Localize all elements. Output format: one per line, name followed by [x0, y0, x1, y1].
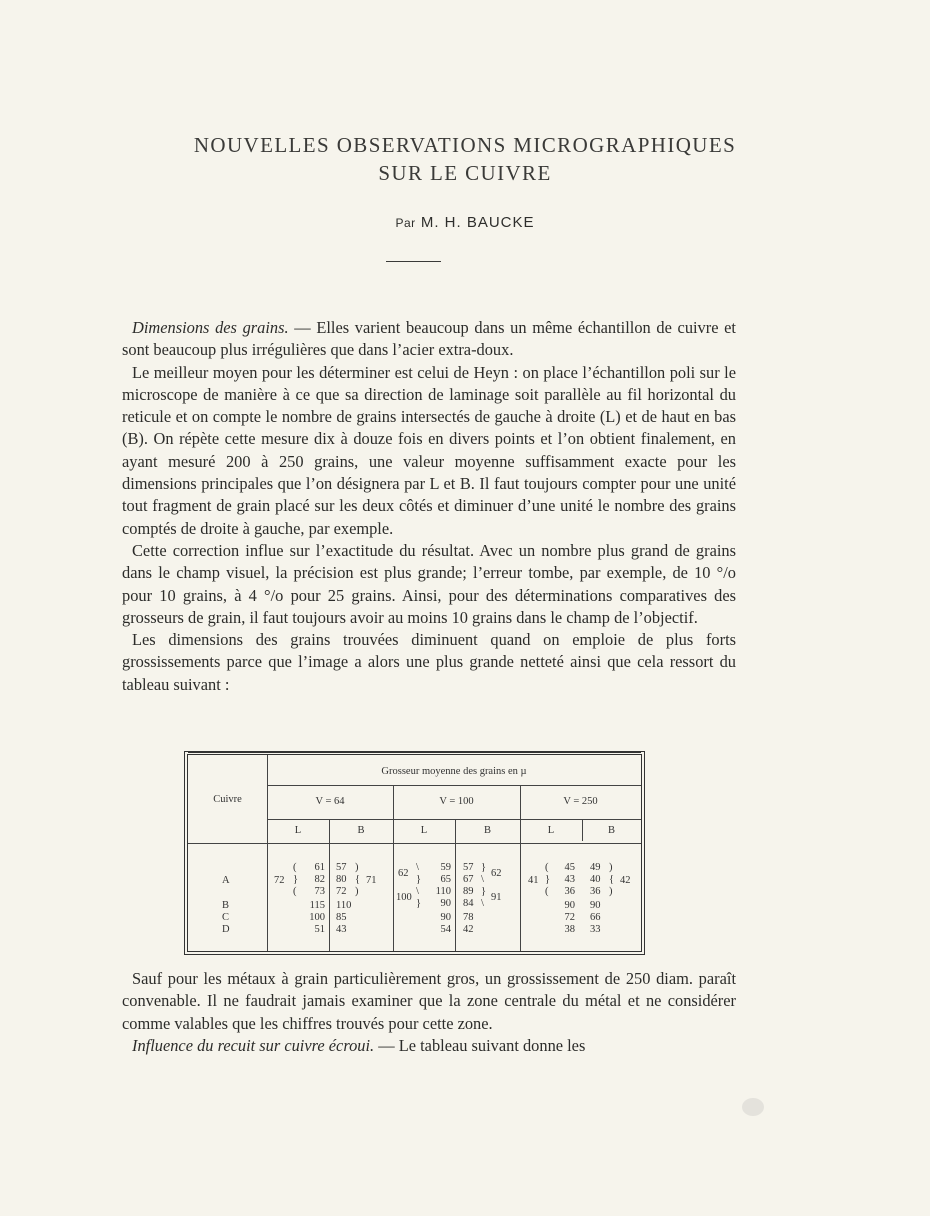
v250-a-b-average: 42: [620, 875, 631, 886]
v64-a-l-3: 73: [314, 886, 325, 897]
table-group-v64: V = 64: [315, 796, 345, 807]
paragraph-4: Les dimensions des grains trouvées diminuent quand on emploie de plus forts grossissements parce que l’image a alors une plus grande netteté ainsi que cela ressort du tableau suivant :: [122, 630, 736, 694]
v64-c-b: 85: [336, 912, 347, 923]
table-col-v250-b: B: [607, 825, 615, 836]
v250-a-l-3: 36: [564, 886, 575, 897]
v64-a-b-brace: ) { ): [355, 862, 361, 897]
table-col-v100-l: L: [420, 825, 428, 836]
v100-b-b-average: 91: [491, 892, 502, 903]
v250-b-l: 90: [564, 900, 575, 911]
v100-a-l-2: 65: [440, 874, 451, 885]
table-row-b: B: [222, 900, 230, 911]
paragraph-6: [122, 1035, 736, 1057]
v250-c-l: 72: [564, 912, 575, 923]
paragraph-2: Le meilleur moyen pour les déterminer est celui de Heyn : on place l’échantillon poli sur le microscope de manière à ce que sa direction de laminage soit parallèle au fil horizontal du reticule et on compte le nombre de grains intersectés de gauche à droite (L) et de haut en bas (B). On répète cette mesure dix à douze fois en divers points et l’on obtient finalement, en ayant mesuré 200 à 250 grains, une valeur moyenne suffisamment exacte pour les dimensions principales que l’on désignera par L et B. Il faut toujours compter pour une unité tout fragment de grain placé sur les deux côtés et diminuer d’une unité le nombre des grains comptés de droite à gauche, par exemple.: [122, 362, 736, 538]
title-line-1: NOUVELLES OBSERVATIONS MICROGRAPHIQUES: [193, 133, 737, 157]
table-col-v64-b: B: [357, 825, 365, 836]
grain-size-table: [184, 751, 645, 955]
v100-c-l: 90: [440, 912, 451, 923]
paper-stain: [742, 1098, 764, 1116]
v100-a-l-average: 62: [398, 868, 409, 879]
paragraph-5: Sauf pour les métaux à grain particulièrement gros, un grossissement de 250 diam. paraît convenable. Il ne faudrait jamais examiner que la zone centrale du métal et ne considérer comme valables que les chiffres trouvés pour cette zone.: [122, 969, 736, 1033]
v64-a-b-2: 80: [336, 874, 347, 885]
v100-b-l-1: 110: [435, 886, 451, 897]
v64-d-l: 51: [314, 924, 325, 935]
v100-a-b-1: 57: [463, 862, 474, 873]
table-group-v100: V = 100: [439, 796, 474, 807]
table-row-c: C: [222, 912, 230, 923]
v100-a-b-average: 62: [491, 868, 502, 879]
v100-d-b: 42: [463, 924, 474, 935]
v100-c-b: 78: [463, 912, 474, 923]
v100-a-l-brace: \ }: [416, 862, 422, 885]
paragraph-6-lead: Influence du recuit sur cuivre écroui.: [132, 1035, 375, 1055]
v100-b-l-average: 100: [396, 892, 412, 903]
table-group-v250: V = 250: [563, 796, 598, 807]
table-col-v64-l: L: [294, 825, 302, 836]
v250-c-b: 66: [590, 912, 601, 923]
table-header: Grosseur moyenne des grains en µ: [381, 766, 527, 777]
v100-a-l-1: 59: [440, 862, 451, 873]
v64-c-l: 100: [309, 912, 325, 923]
paragraph-1-text: — Elles varient beaucoup dans un même échantillon de cuivre et sont beaucoup plus irrégulières que dans l’acier extra-doux.: [122, 318, 736, 360]
title-line-2: SUR LE CUIVRE: [378, 161, 552, 185]
title-separator-rule: [386, 261, 441, 262]
table-rule-subheader: [188, 843, 641, 844]
body-text-lower: [122, 968, 736, 1057]
v64-a-l-2: 82: [314, 874, 325, 885]
table-rule-header: [267, 785, 641, 786]
v250-a-b-1: 49: [590, 862, 601, 873]
author-name: M. H. BAUCKE: [420, 214, 535, 231]
paragraph-1-lead: Dimensions des grains.: [132, 318, 289, 337]
table-divider-group-2: [520, 785, 521, 951]
table-divider-v64-lb: [329, 819, 330, 951]
v100-b-b-1: 89: [463, 886, 474, 897]
v64-d-b: 43: [336, 924, 347, 935]
table-row-label-header: Cuivre: [213, 794, 242, 805]
v64-b-b: 110: [336, 900, 352, 911]
v250-a-l-brace: ( } (: [545, 862, 551, 897]
v100-a-b-2: 67: [463, 874, 474, 885]
table-rule-groups: [267, 819, 641, 820]
paragraph-6-text: — Le tableau suivant donne les: [374, 1035, 586, 1055]
v64-a-l-brace: ( } (: [293, 862, 299, 897]
table-row-d: D: [222, 924, 230, 935]
v100-b-l-2: 90: [440, 898, 451, 909]
table-col-v100-b: B: [483, 825, 491, 836]
v250-a-b-brace: ) { ): [609, 862, 615, 897]
v250-a-l-2: 43: [564, 874, 575, 885]
v64-a-b-average: 71: [366, 875, 377, 886]
table-col-v250-l: L: [547, 825, 555, 836]
v64-b-l: 115: [309, 900, 325, 911]
v100-b-b-brace: } \: [481, 886, 487, 909]
v100-a-b-brace: } \: [481, 862, 487, 885]
v250-a-l-1: 45: [564, 862, 575, 873]
v100-b-l-brace: \ }: [416, 886, 422, 909]
v64-a-b-3: 72: [336, 886, 347, 897]
v250-d-l: 38: [564, 924, 575, 935]
table-divider-group-1: [393, 785, 394, 951]
v250-b-b: 90: [590, 900, 601, 911]
body-text-upper: [122, 317, 736, 696]
v250-a-b-2: 40: [590, 874, 601, 885]
table-top-rule: [188, 751, 641, 753]
table-divider-v100-lb: [455, 819, 456, 951]
v100-b-b-2: 84: [463, 898, 474, 909]
paragraph-3: Cette correction influe sur l’exactitude du résultat. Avec un nombre plus grand de grains dans le champ visuel, la précision est plus grande; l’erreur tombe, par exemple, de 10 °/o pour 10 grains, à 4 °/o pour 25 grains. Ainsi, pour des déterminations comparatives des grosseurs de grain, il faut toujours avoir au moins 10 grains dans le champ de l’objectif.: [122, 540, 736, 627]
paragraph-1: [122, 317, 736, 362]
v250-a-l-average: 41: [528, 875, 539, 886]
v250-d-b: 33: [590, 924, 601, 935]
v64-a-l-average: 72: [274, 875, 285, 886]
v100-d-l: 54: [440, 924, 451, 935]
table-inner-frame: [187, 754, 642, 952]
v250-a-b-3: 36: [590, 886, 601, 897]
table-row-a: A: [222, 875, 230, 886]
v64-a-b-1: 57: [336, 862, 347, 873]
author-line: [120, 214, 810, 231]
v64-a-l-1: 61: [314, 862, 325, 873]
author-par: Par: [395, 216, 416, 230]
